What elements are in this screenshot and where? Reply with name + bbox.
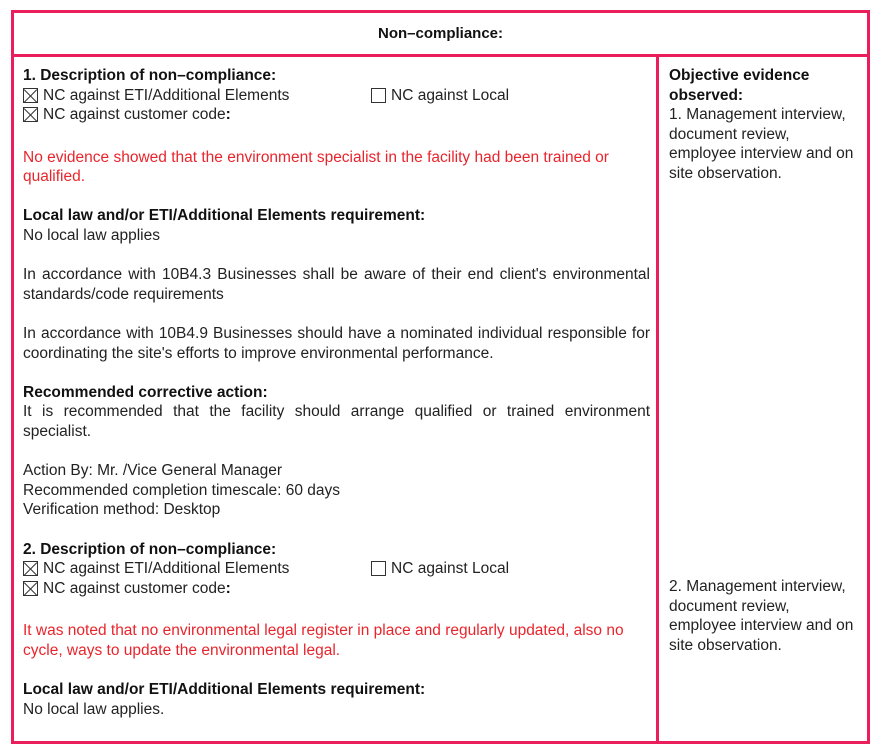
- checkbox-customer-code[interactable]: [23, 579, 231, 599]
- checkbox-label: NC against customer code: [43, 106, 226, 124]
- table-header: Non–compliance:: [14, 13, 867, 57]
- description-column: [14, 57, 659, 741]
- checkbox-unchecked-icon[interactable]: [371, 88, 386, 103]
- action-by: Action By: Mr. /Vice General Manager: [23, 462, 283, 480]
- completion-timescale: Recommended completion timescale: 60 days: [23, 481, 341, 499]
- checkbox-label: NC against ETI/Additional Elements: [43, 560, 290, 578]
- description-heading: 2. Description of non–compliance:: [23, 540, 277, 558]
- requirement-heading: Local law and/or ETI/Additional Elements requirement:: [23, 207, 426, 225]
- corrective-action-text: It is recommended that the facility should arrange qualified or trained environment specialist.: [23, 403, 650, 440]
- checkbox-row: [23, 86, 650, 106]
- checkbox-local[interactable]: [371, 559, 509, 579]
- requirement-heading: Local law and/or ETI/Additional Elements requirement:: [23, 681, 426, 698]
- evidence-entry: 1. Management interview, document review, employee interview and on site observation.: [669, 106, 854, 182]
- checkbox-checked-icon[interactable]: [23, 88, 38, 103]
- finding-text: It was noted that no environmental legal register in place and regularly updated, also no cycle, ways to update the environmental legal.: [23, 622, 624, 659]
- checkbox-row: [23, 559, 650, 579]
- checkbox-label: NC against customer code: [43, 579, 226, 597]
- checkbox-checked-icon[interactable]: [23, 107, 38, 122]
- nc-item-1: [23, 66, 650, 540]
- checkbox-checked-icon[interactable]: [23, 561, 38, 576]
- checkbox-eti[interactable]: [23, 86, 371, 106]
- verification-method: Verification method: Desktop: [23, 501, 221, 519]
- evidence-entry: 2. Management interview, document review, employee interview and on site observation.: [669, 578, 854, 654]
- evidence-heading: Objective evidence observed:: [669, 67, 810, 104]
- checkbox-unchecked-icon[interactable]: [371, 561, 386, 576]
- corrective-action-heading: Recommended corrective action:: [23, 383, 268, 401]
- checkbox-customer-code[interactable]: [23, 105, 231, 125]
- checkbox-eti[interactable]: [23, 559, 371, 579]
- non-compliance-table: [11, 10, 870, 744]
- checkbox-local[interactable]: [371, 86, 509, 106]
- description-heading: 1. Description of non–compliance:: [23, 67, 277, 84]
- finding-text: No evidence showed that the environment specialist in the facility had been trained or qualified.: [23, 148, 609, 186]
- nc-item-2: [23, 540, 650, 720]
- evidence-column: [662, 57, 867, 741]
- requirement-paragraph: In accordance with 10B4.9 Businesses should have a nominated individual responsible for coordinating the site's efforts to improve environmental performance.: [23, 325, 650, 362]
- requirement-paragraph: In accordance with 10B4.3 Businesses shall be aware of their end client's environmental standards/code requirements: [23, 266, 650, 303]
- checkbox-label: NC against ETI/Additional Elements: [43, 86, 290, 104]
- checkbox-checked-icon[interactable]: [23, 581, 38, 596]
- checkbox-label: NC against Local: [391, 560, 510, 578]
- requirement-local-law: No local law applies: [23, 227, 160, 245]
- requirement-local-law: No local law applies.: [23, 700, 165, 718]
- label-colon: :: [225, 106, 231, 124]
- checkbox-label: NC against Local: [391, 86, 510, 104]
- label-colon: :: [225, 579, 231, 597]
